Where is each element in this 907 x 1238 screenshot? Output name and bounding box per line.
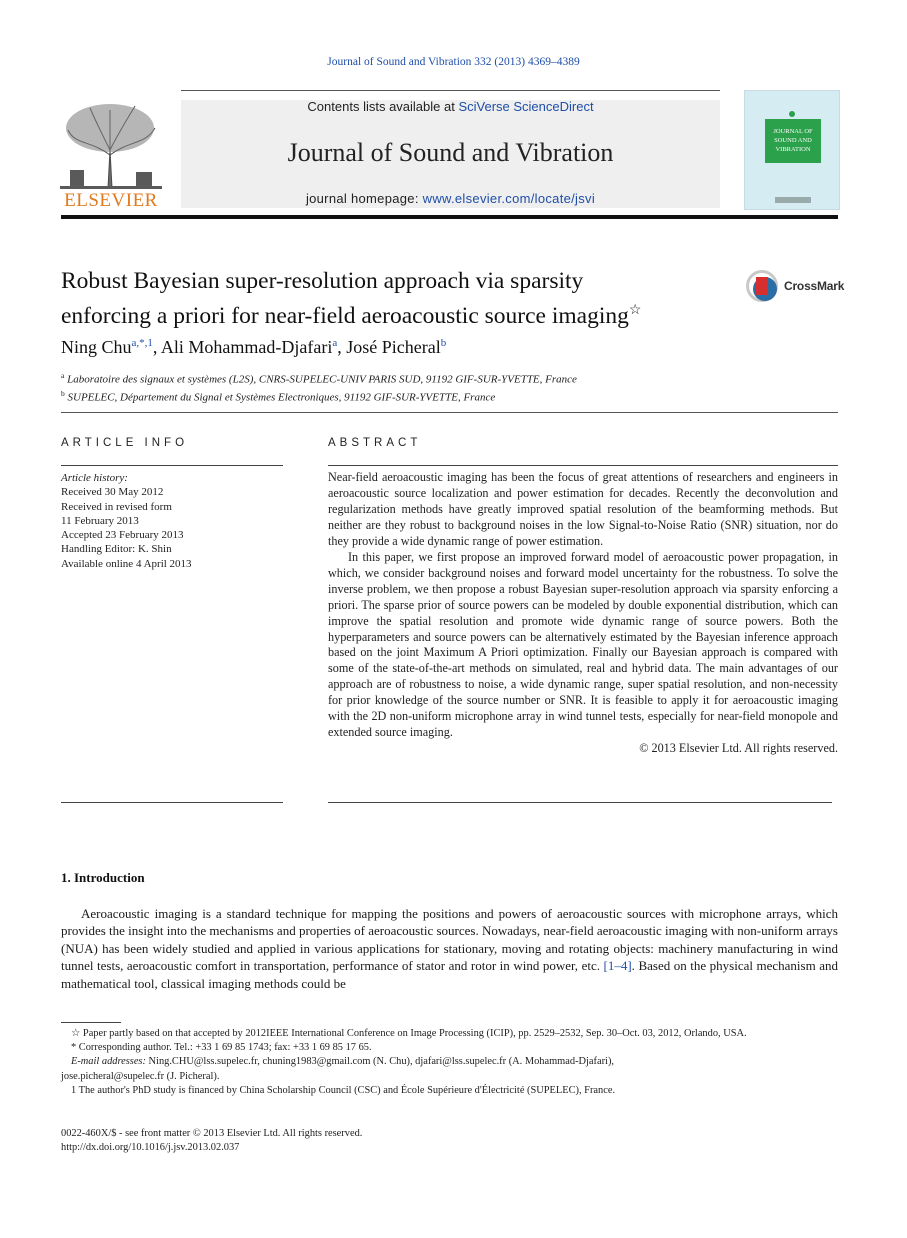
citation-link[interactable]: [1–4] — [603, 958, 632, 974]
homepage-line — [181, 191, 720, 206]
journal-cover-thumbnail[interactable] — [744, 90, 840, 210]
footnote-emails-continued[interactable]: jose.picheral@supelec.fr (J. Picheral). — [61, 1070, 220, 1082]
homepage-prefix: journal homepage: — [305, 191, 423, 206]
email-addresses[interactable]: Ning.CHU@lss.supelec.fr, chuning1983@gmail.com (N. Chu), djafari@lss.supelec.fr (A. Mohammad-Djafari), — [148, 1056, 615, 1068]
history-line: Received 30 May 2012 — [61, 486, 164, 499]
history-line: Available online 4 April 2013 — [61, 557, 192, 570]
sciencedirect-link[interactable]: SciVerse ScienceDirect — [458, 99, 594, 114]
article-info-rule — [61, 465, 283, 466]
author-affiliation-link[interactable]: b — [440, 337, 447, 349]
header-thick-rule — [61, 215, 838, 219]
abstract-copyright: © 2013 Elsevier Ltd. All rights reserved. — [639, 741, 838, 756]
homepage-link[interactable]: www.elsevier.com/locate/jsvi — [422, 191, 596, 206]
history-line: Received in revised form — [61, 500, 172, 513]
abstract-bottom-rule — [328, 802, 832, 803]
abstract-heading: ABSTRACT — [328, 437, 422, 449]
cover-publisher-logo — [775, 197, 811, 203]
title-line-2: enforcing a priori for near-field aeroacoustic source imaging — [61, 303, 629, 329]
footnote-corresponding: * Corresponding author. Tel.: +33 1 69 85 1743; fax: +33 1 69 85 17 65. — [71, 1042, 372, 1054]
crossmark-badge[interactable] — [746, 270, 846, 310]
journal-citation[interactable]: Journal of Sound and Vibration 332 (2013) 4369–4389 — [327, 56, 580, 68]
author-separator: , — [152, 337, 161, 357]
abstract-paragraph-1: Near-field aeroacoustic imaging has been the focus of great attentions of researchers and engineers in aeroacoustic source localization and power estimation for decades. Recently the deconvolution and regularization methods have greatly improved spatial resolution of the beamforming methods. But neither are they robust to background noises in the low Signal-to-Noise Ratio (SNR) situation, nor do they provide a wide dynamic range of power estimation. — [328, 470, 838, 548]
title-line-1: Robust Bayesian super-resolution approach via sparsity — [61, 268, 584, 294]
author-name: Ali Mohammad-Djafari — [160, 337, 333, 357]
issn-line: 0022-460X/$ - see front matter © 2013 Elsevier Ltd. All rights reserved. — [61, 1128, 363, 1139]
title-bottom-rule — [61, 412, 838, 413]
bottom-info — [61, 1127, 362, 1155]
article-info-bottom-rule — [61, 802, 283, 803]
footnote-star: ☆ Paper partly based on that accepted by 2012IEEE International Conference on Image Processing (ICIP), pp. 2529–2532, Sep. 30–Oct. 03, 2012, Orlando, USA. — [71, 1028, 747, 1039]
elsevier-tree-logo — [60, 100, 162, 190]
history-line: Handling Editor: K. Shin — [61, 543, 172, 556]
affiliation-text: Laboratoire des signaux et systèmes (L2S), CNRS-SUPELEC-UNIV PARIS SUD, 91192 GIF-SUR-YVETTE, France — [67, 373, 577, 386]
contents-prefix: Contents lists available at — [307, 99, 459, 114]
journal-title: Journal of Sound and Vibration — [287, 138, 614, 167]
crossmark-label: CrossMark — [784, 279, 845, 293]
doi-link[interactable]: http://dx.doi.org/10.1016/j.jsv.2013.02.037 — [61, 1142, 240, 1154]
affiliation-mark: b — [61, 389, 65, 399]
footnote-rule — [61, 1022, 121, 1023]
author-affiliation-link[interactable]: a — [332, 337, 338, 349]
affiliation-item — [61, 369, 577, 387]
footnotes — [61, 1027, 838, 1098]
footnote-emails — [61, 1055, 838, 1069]
history-line: Accepted 23 February 2013 — [61, 529, 184, 542]
intro-text-part: Aeroacoustic imaging is a standard technique for mapping the positions and powers of aeroacoustic sources with microphone arrays, which provides the insight into the mechanisms and properties of aeroacoustic sources. Nowadays, near-field aeroacoustic imaging with non-uniform arrays (NUA) has been widely studied and applied in various applications for stationary, moving and rotating objects: machinery manufacturing in wind tunnel tests, aeroacoustic comfort in transportation, performance of stator and rotor in wind power, etc. — [61, 906, 838, 974]
abstract-paragraph-2: In this paper, we first propose an improved forward model of aeroacoustic power propagation, in which, we consider background noises and forward model uncertainty for the robustness. To solve the inverse problem, we then propose a robust Bayesian super-resolution approach via sparsity enforcing a priori. The sparse prior of source powers can be modeled by double exponential distribution, which can improve the spatial resolution and promote wide dynamic range of source powers. Both the hyperparameters and source powers can be alternatively estimated by the Bayesian inference approach based on the joint Maximum A Priori optimization. Finally our Bayesian approach is compared with some of the state-of-the-art methods on simulated, real and hybrid data. The main advantages of our approach are of robustness to noise, a wide dynamic range, super spatial resolution, and non-necessity for prior knowledge of the source number or SNR. It is feasible to apply it for aeroacoustic imaging with the 2D non-uniform microphone array in wind tunnel tests, especially for near-field monopole and extended source imaging. — [328, 549, 838, 740]
article-history — [61, 471, 192, 571]
article-info-heading: ARTICLE INFO — [61, 437, 189, 449]
cover-title: JOURNAL OF SOUND AND VIBRATION — [773, 128, 813, 153]
contents-line — [181, 99, 720, 114]
elsevier-wordmark: ELSEVIER — [64, 190, 158, 211]
affiliation-item — [61, 387, 577, 405]
author-separator: , — [337, 337, 347, 357]
history-line: 11 February 2013 — [61, 514, 139, 527]
abstract-body — [328, 470, 838, 757]
affiliation-mark: a — [61, 371, 65, 380]
affiliation-text: SUPELEC, Département du Signal et Systèmes Electroniques, 91192 GIF-SUR-YVETTE, France — [67, 391, 496, 404]
author-affiliation-link[interactable]: a,*,1 — [131, 337, 153, 349]
email-label: E-mail addresses: — [71, 1056, 149, 1068]
header-top-rule — [181, 90, 720, 91]
paper-title — [61, 267, 731, 331]
crossmark-flag-icon — [756, 277, 768, 295]
cover-title-box — [765, 119, 821, 163]
article-history-label: Article history: — [61, 472, 128, 484]
abstract-rule — [328, 465, 838, 466]
introduction-paragraph — [61, 905, 838, 992]
section-heading-introduction: 1. Introduction — [61, 870, 145, 885]
cover-dot — [789, 111, 795, 117]
footnote-1: 1 The author's PhD study is financed by China Scholarship Council (CSC) and École Supérieure d'Électricité (SUPELEC), France. — [71, 1084, 616, 1096]
author-list — [61, 337, 446, 358]
author-name: José Picheral — [346, 337, 441, 357]
intro-text-part: . Based on the physical mechanism and mathematical tool, classical imaging methods could be — [61, 958, 838, 991]
title-footnote-mark[interactable]: ☆ — [628, 303, 642, 318]
author-name: Ning Chu — [61, 337, 132, 357]
affiliations — [61, 369, 577, 405]
